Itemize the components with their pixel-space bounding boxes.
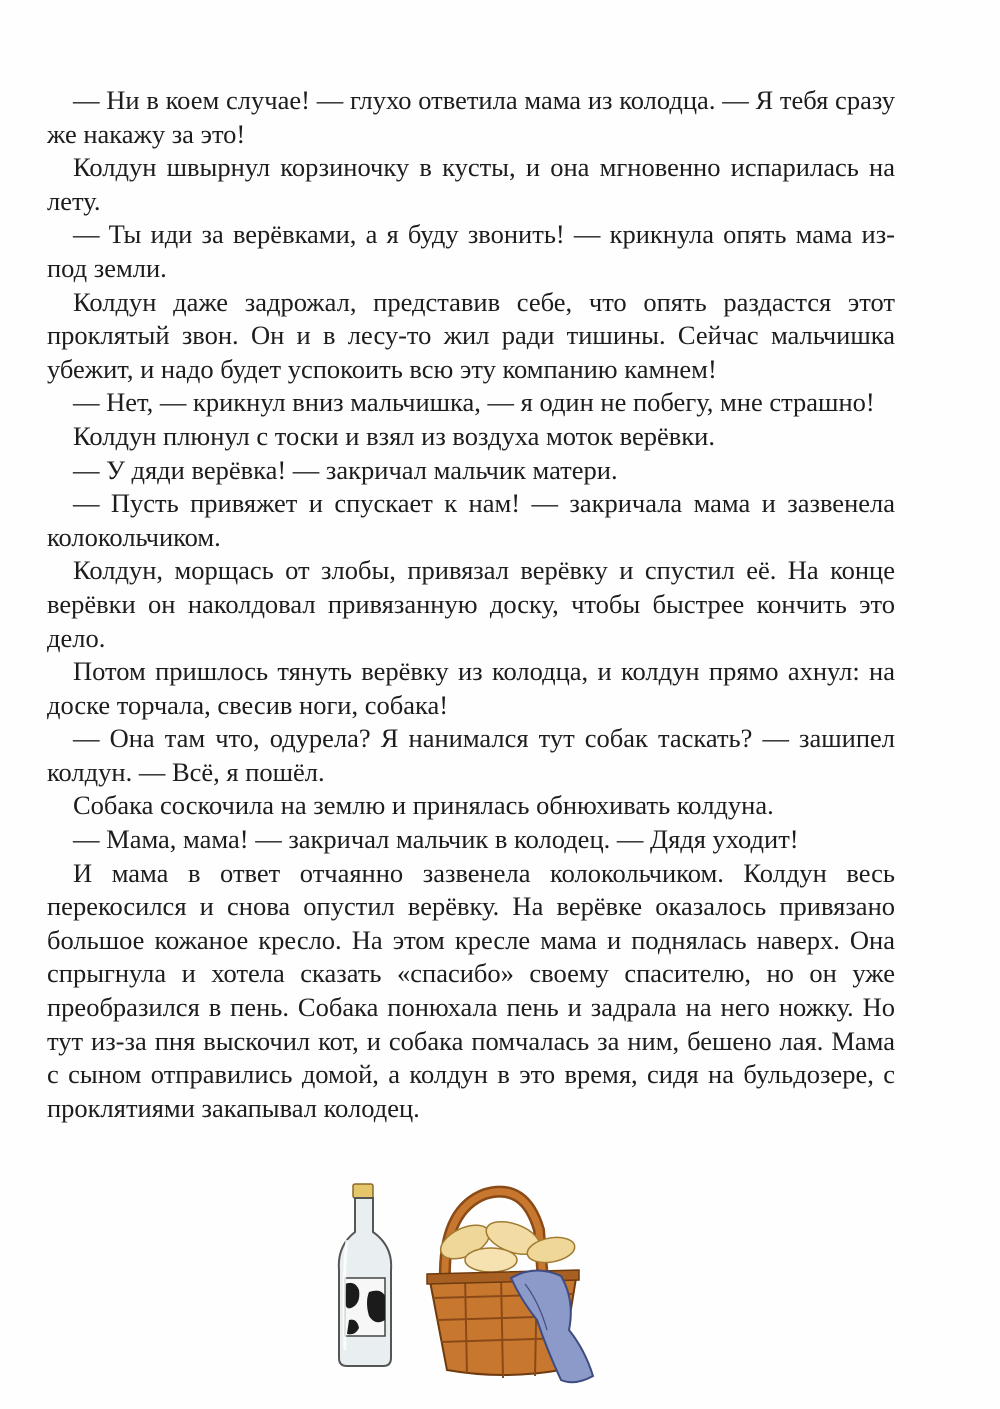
paragraph: Колдун даже задрожал, представив себе, что опять раздастся этот проклятый звон. Он и в лесу-то жил ради тишины. Сейчас мальчишка убежит, и надо будет успокоить всю эту компанию камнем!: [47, 286, 895, 384]
paragraph: — Нет, — крикнул вниз мальчишка, — я один не побегу, мне страшно!: [73, 387, 875, 418]
paragraph: — Ни в коем случае! — глухо ответила мама из колодца. — Я тебя сразу же накажу за это!: [47, 85, 895, 149]
milk-bottle-icon: [339, 1184, 391, 1366]
paragraph: И мама в ответ отчаянно зазвенела колокольчиком. Колдун весь перекосился и снова опустил верёвку. На верёвке оказалось привязано большое кожаное кресло. На этом кресле мама и поднялась наверх. Она спрыгнула и хотела сказать «спасибо» своему спасителю, но он уже преобразился в пень. Собака понюхала пень и задрала на него ножку. Но тут из-за пня выскочил кот, и собака помчалась за ним, бешено лая. Мама с сыном отправились домой, а колдун в это время, сидя на бульдозере, с проклятиями закапывал колодец.: [47, 857, 895, 1123]
paragraph: Колдун, морщась от злобы, привязал верёвку и спустил её. На конце верёвки он наколдовал привязанную доску, чтобы быстрее кончить это дело.: [47, 555, 895, 653]
paragraph: Колдун плюнул с тоски и взял из воздуха моток верёвки.: [73, 420, 715, 451]
paragraph: — Мама, мама! — закричал мальчик в колодец. — Дядя уходит!: [73, 824, 799, 855]
bottle-and-basket-illustration: [325, 1180, 635, 1390]
paragraph: — Ты иди за верёвками, а я буду звонить! — крикнула опять мама из-под земли.: [47, 219, 895, 283]
paragraph: — Пусть привяжет и спускает к нам! — закричала мама и зазвенела колокольчиком.: [47, 488, 895, 552]
story-text: [47, 84, 895, 1125]
paragraph: — У дяди верёвка! — закричал мальчик матери.: [73, 454, 618, 485]
picnic-basket-icon: [427, 1192, 593, 1383]
paragraph: Собака соскочила на землю и принялась обнюхивать колдуна.: [73, 790, 774, 821]
paragraph: Потом пришлось тянуть верёвку из колодца, и колдун прямо ахнул: на доске торчала, свесив ноги, собака!: [47, 656, 895, 720]
paragraph: Колдун швырнул корзиночку в кусты, и она мгновенно испарилась на лету.: [47, 152, 895, 216]
paragraph: — Она там что, одурела? Я нанимался тут собак таскать? — зашипел колдун. — Всё, я пошёл.: [47, 723, 895, 787]
